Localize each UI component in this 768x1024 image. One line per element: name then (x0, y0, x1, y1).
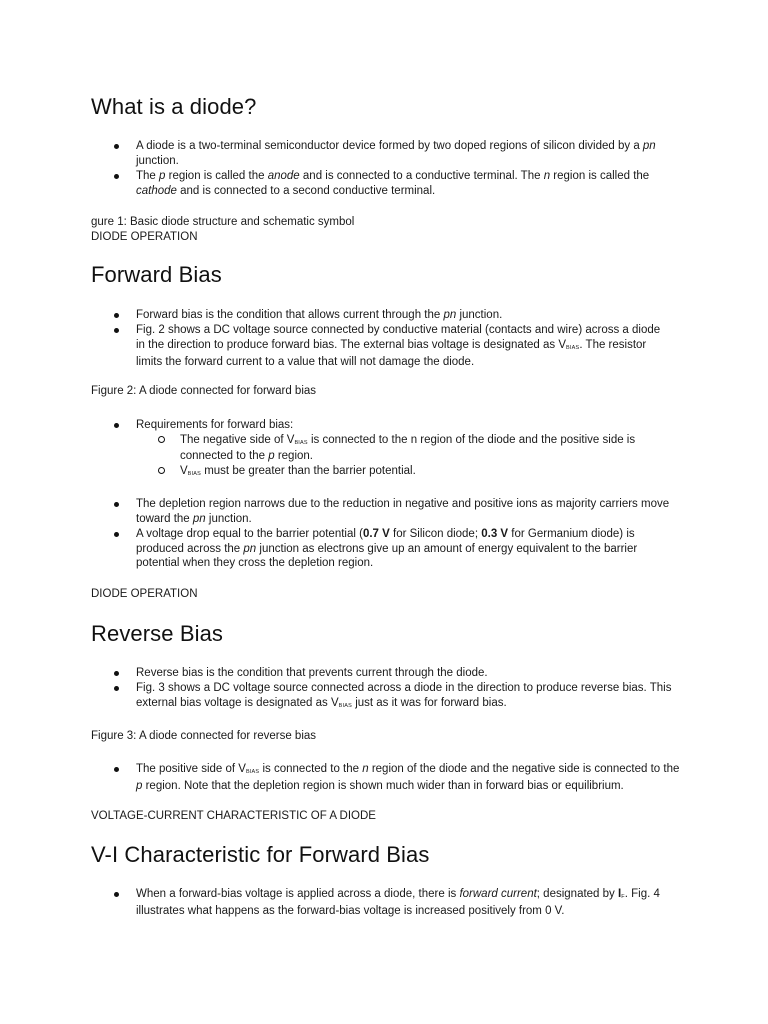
section-label-vi-characteristic: VOLTAGE-CURRENT CHARACTERISTIC OF A DIODE (91, 810, 376, 822)
section-label-diode-operation-2: DIODE OPERATION (91, 588, 198, 600)
heading-reverse-bias: Reverse Bias (91, 621, 224, 646)
list-item: Fig. 3 shows a DC voltage source connected across a diode in the direction to produce reverse bias. This external bias voltage is designated as VBIAS just as it was for forward bias. (91, 681, 676, 712)
heading-vi-characteristic-forward-bias: V-I Characteristic for Forward Bias (91, 842, 430, 867)
list-item: Reverse bias is the condition that prevents current through the diode. (91, 666, 676, 681)
forward-bias-list (91, 308, 661, 369)
heading-what-is-a-diode: What is a diode? (91, 94, 257, 119)
reverse-bias-list (91, 666, 676, 713)
figure-2-caption: Figure 2: A diode connected for forward bias (91, 385, 317, 397)
heading-forward-bias: Forward Bias (91, 262, 222, 287)
list-item: Fig. 2 shows a DC voltage source connected by conductive material (contacts and wire) across a diode in the direction to produce forward bias. The external bias voltage is designated as VBIAS. The resistor limits the forward current to a value that will not damage the diode. (91, 323, 661, 369)
list-item: When a forward-bias voltage is applied across a diode, there is forward current; designated by IF. Fig. 4 illustrates what happens as the forward-bias voltage is increased positively from 0 V. (91, 887, 676, 918)
figure-3-caption: Figure 3: A diode connected for reverse bias (91, 730, 317, 742)
list-item: A diode is a two-terminal semiconductor device formed by two doped regions of silicon divided by a pn junction. (91, 139, 671, 168)
list-item: Requirements for forward bias: The negative side of VBIAS is connected to the n region of the diode and the positive side is connected to the p region. VBIAS must be greater than the barrier potential. (91, 418, 671, 481)
list-item: VBIAS must be greater than the barrier potential. (136, 464, 671, 481)
forward-bias-requirements-list (91, 418, 671, 481)
list-item: A voltage drop equal to the barrier potential (0.7 V for Silicon diode; 0.3 V for Germanium diode) is produced across the pn junction as electrons give up an amount of energy equivalent to the barrier potential when they cross the depletion region. (91, 527, 671, 571)
list-item: The p region is called the anode and is connected to a conductive terminal. The n region is called the cathode and is connected to a second conductive terminal. (91, 169, 671, 198)
section-label-diode-operation: DIODE OPERATION (91, 231, 198, 243)
list-item: Forward bias is the condition that allows current through the pn junction. (91, 308, 661, 323)
list-item: The depletion region narrows due to the reduction in negative and positive ions as majority carriers move toward the pn junction. (91, 497, 671, 526)
list-item: The negative side of VBIAS is connected to the n region of the diode and the positive side is connected to the p region. (136, 433, 671, 464)
diode-definition-list (91, 139, 671, 198)
depletion-region-list (91, 497, 671, 571)
vi-characteristic-list (91, 887, 676, 918)
requirements-sublist (136, 433, 671, 481)
figure-1-caption: gure 1: Basic diode structure and schematic symbol (91, 216, 355, 228)
list-item: The positive side of VBIAS is connected to the n region of the diode and the negative side is connected to the p region. Note that the depletion region is shown much wider than in forward bias or equilibrium. (91, 762, 686, 793)
reverse-bias-detail-list (91, 762, 686, 793)
